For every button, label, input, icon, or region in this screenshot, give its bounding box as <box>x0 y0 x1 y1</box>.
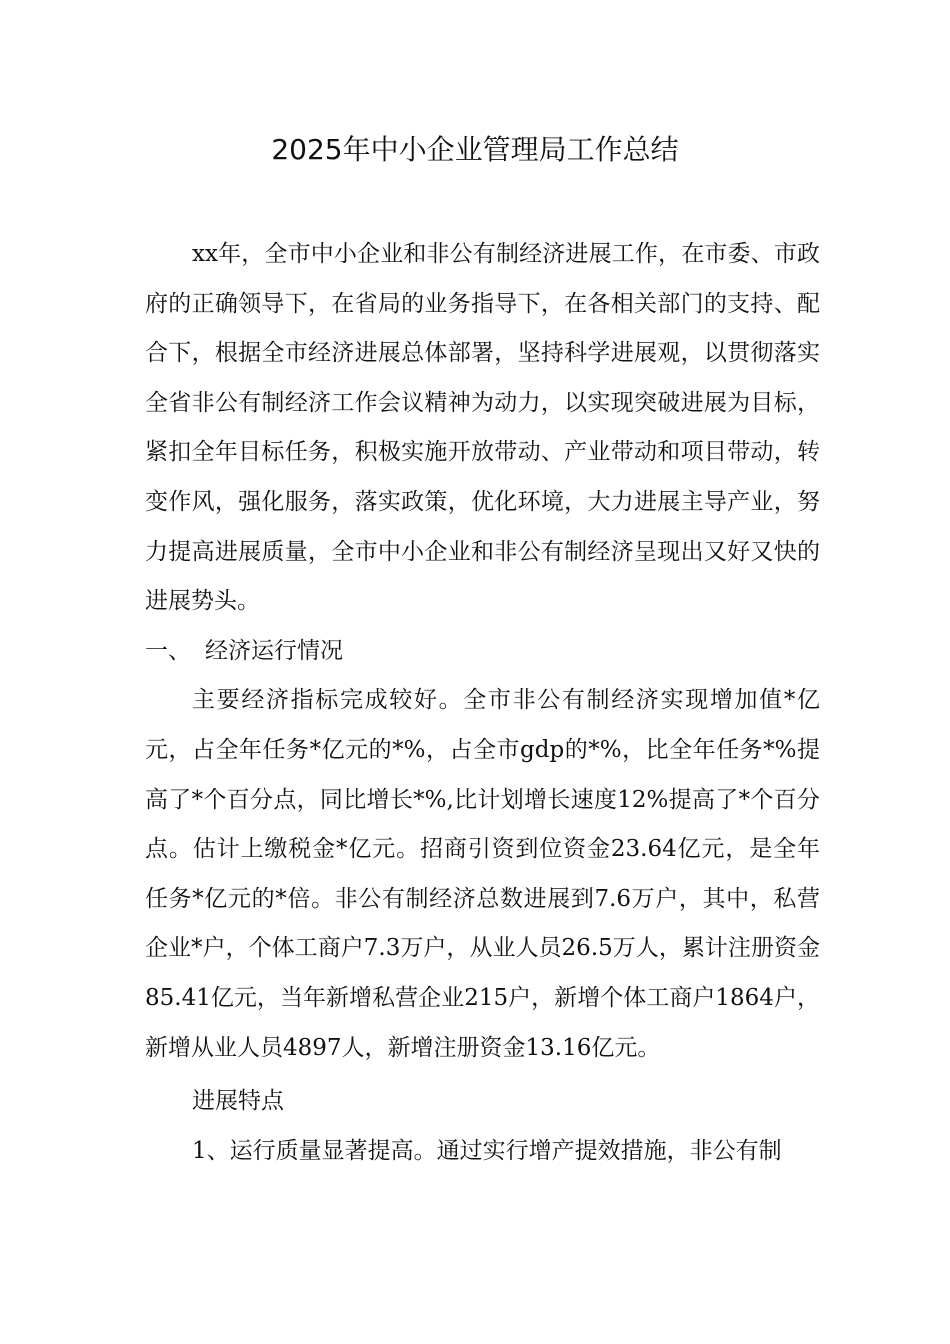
intro-paragraph: xx年，全市中小企业和非公有制经济进展工作，在市委、市政府的正确领导下，在省局的业务指导下，在各相关部门的支持、配合下，根据全市经济进展总体部署，坚持科学进展观，以贯彻落实全省非公有制经济工作会议精神为动力，以实现突破进展为目标，紧扣全年目标任务，积极实施开放带动、产业带动和项目带动，转变作风，强化服务，落实政策，优化环境，大力进展主导产业，努力提高进展质量，全市中小企业和非公有制经济呈现出又好又快的进展势头。 <box>145 241 820 615</box>
indicators-paragraph: 主要经济指标完成较好。全市非公有制经济实现增加值*亿元，占全年任务*亿元的*%，占全市gdp的*%，比全年任务*%提高了*个百分点，同比增长*%,比计划增长速度12%提高了*个百分点。估计上缴税金*亿元。招商引资到位资金23.64亿元，是全年任务*亿元的*倍。非公有制经济总数进展到7.6万户，其中，私营企业*户，个体工商户7.3万户，从业人员26.5万人，累计注册资金85.41亿元，当年新增私营企业215户，新增个体工商户1864户，新增从业人员4897人，新增注册资金13.16亿元。 <box>145 687 820 1061</box>
feature-paragraph-1: 1、运行质量显著提高。通过实行增产提效措施，非公有制 <box>192 1137 782 1164</box>
section-number: 一、 <box>145 637 191 664</box>
document-body <box>145 230 820 1176</box>
section-label: 经济运行情况 <box>205 637 343 664</box>
subheading-features: 进展特点 <box>192 1088 284 1115</box>
section-heading-economic-operation <box>145 627 820 677</box>
document-title: 2025年中小企业管理局工作总结 <box>271 133 679 166</box>
